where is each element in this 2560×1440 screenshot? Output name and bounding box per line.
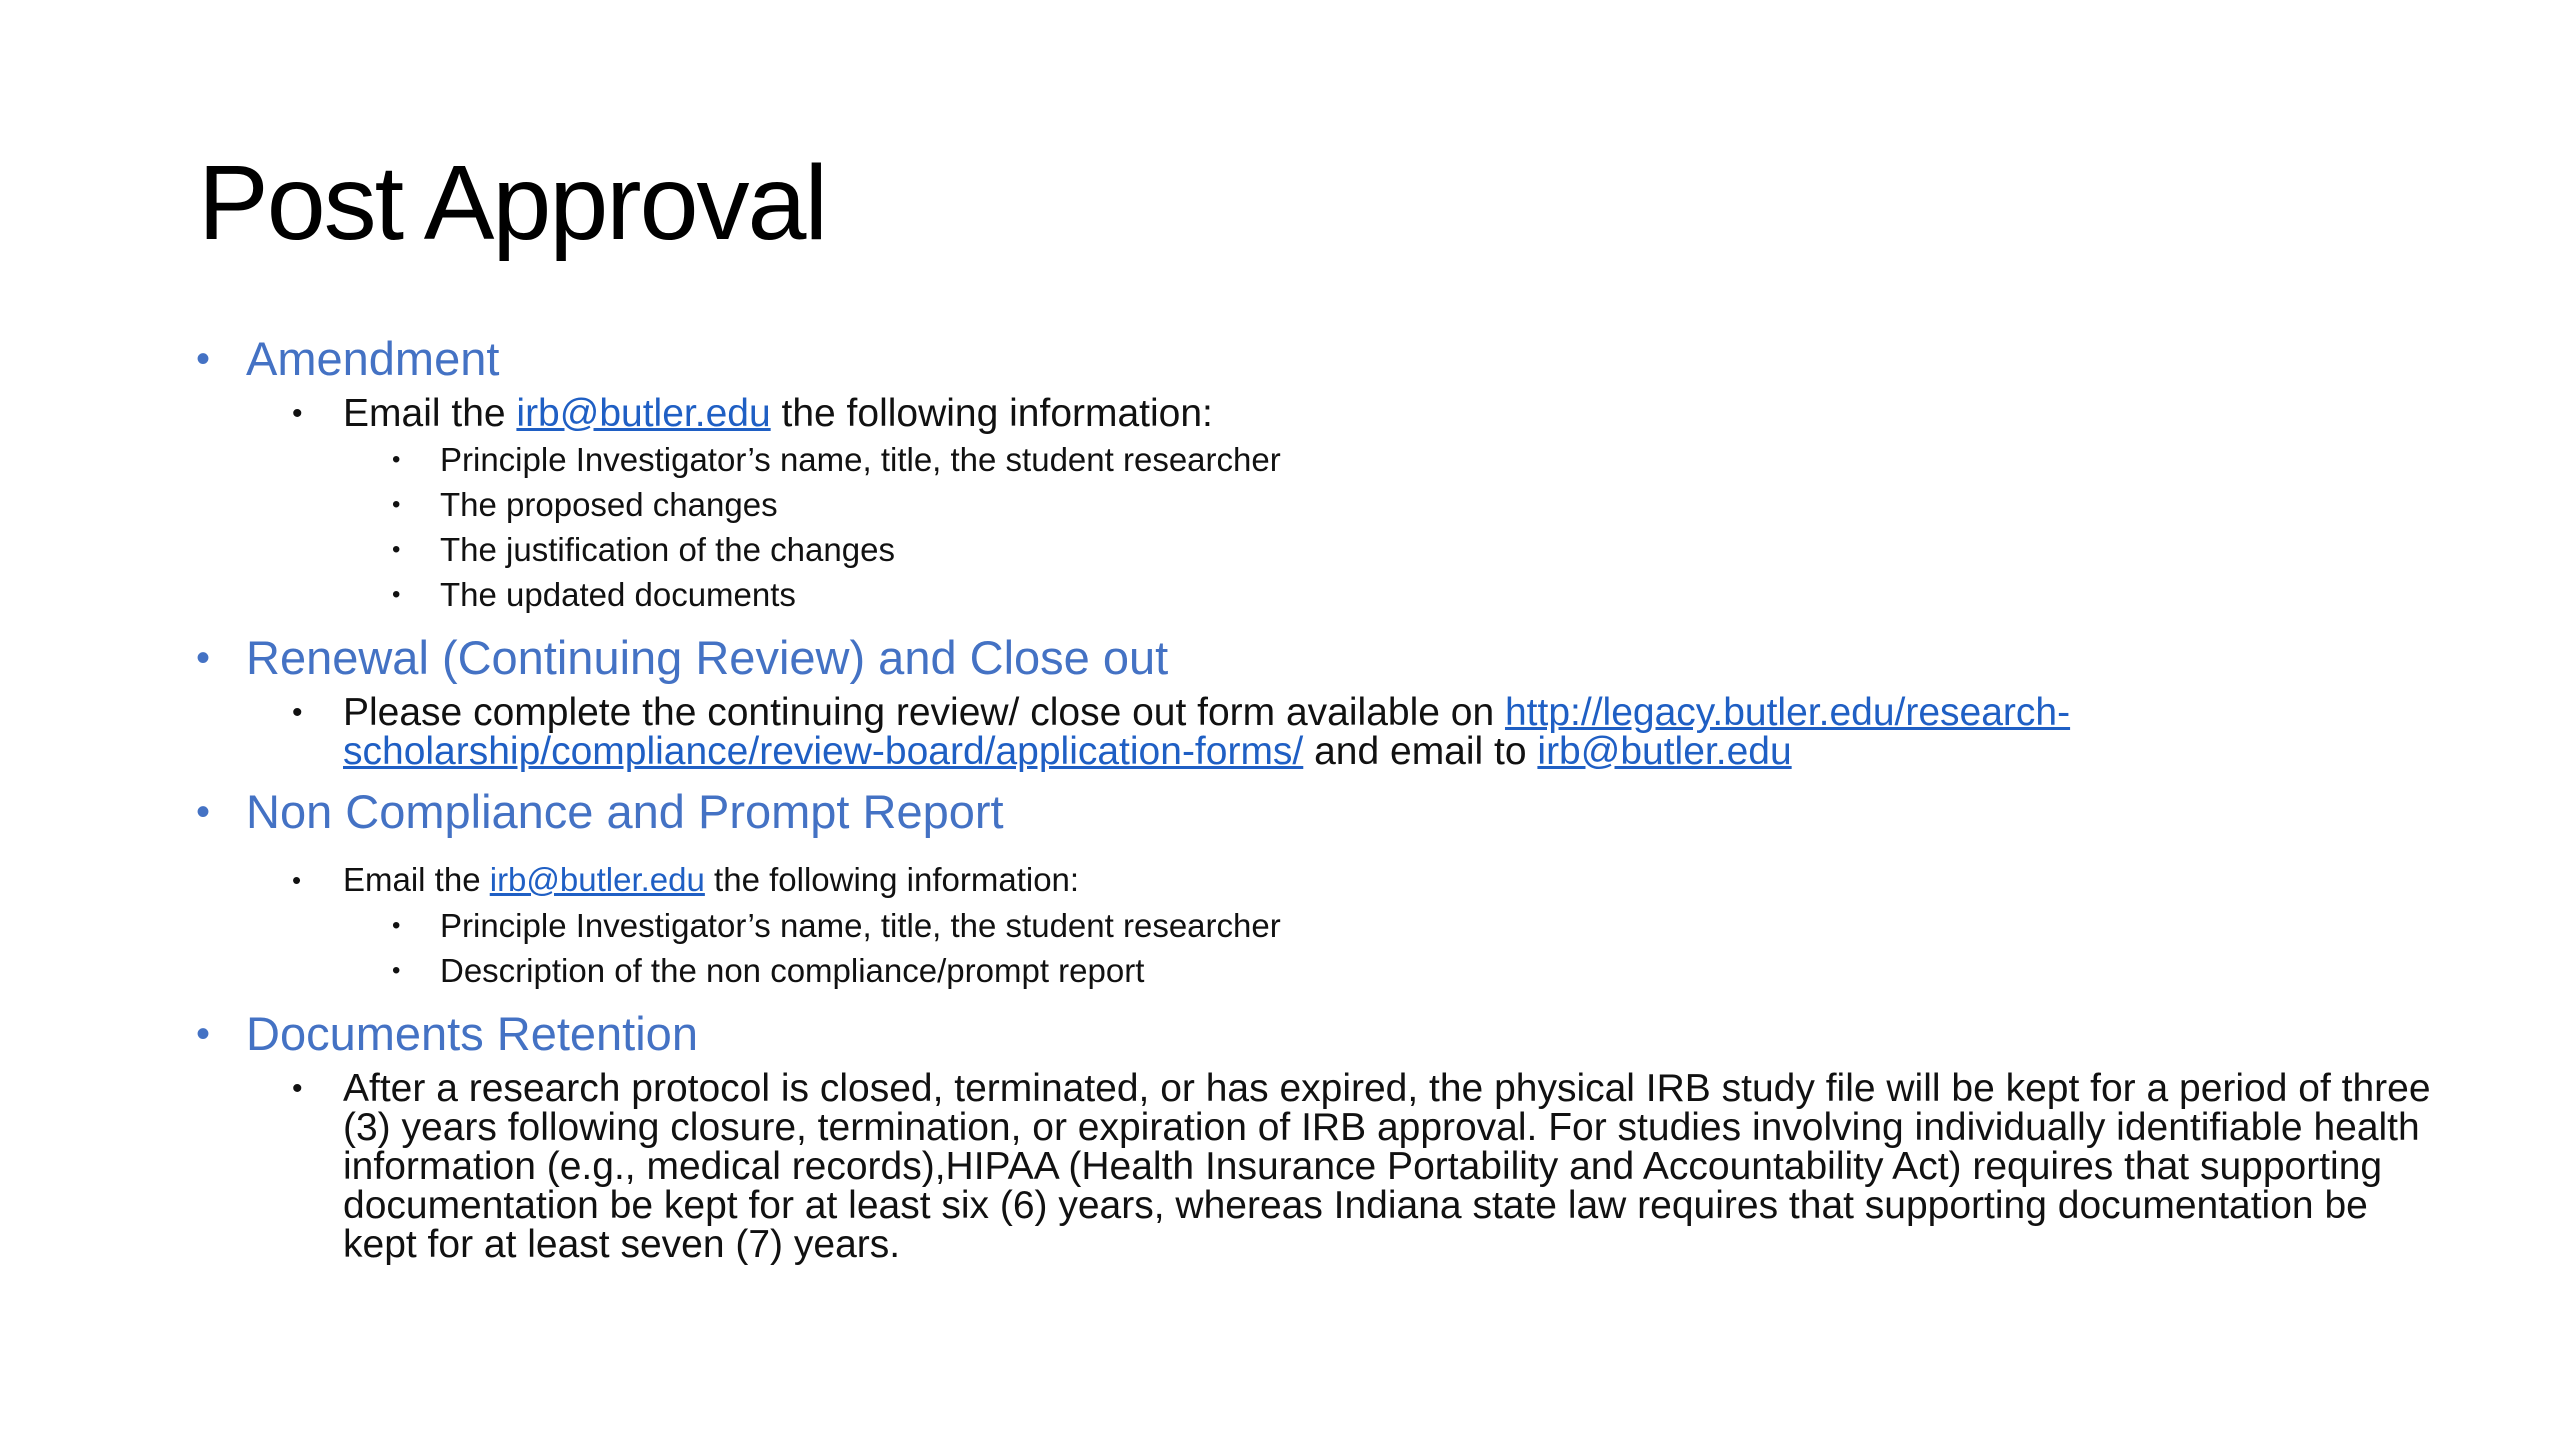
bullet-icon: • — [392, 536, 401, 563]
list-item — [196, 948, 2446, 993]
list-item — [196, 482, 2446, 527]
list-item — [196, 693, 2446, 771]
slide-title: Post Approval — [198, 144, 827, 262]
bullet-icon: • — [392, 957, 401, 984]
bullet-icon: • — [392, 912, 401, 939]
bullet-icon: • — [292, 1072, 303, 1105]
item-text: Please complete the continuing review/ close out form available on — [343, 691, 1505, 734]
email-link[interactable]: irb@butler.edu — [516, 392, 771, 435]
bullet-icon: • — [392, 581, 401, 608]
section-renewal — [196, 627, 2446, 771]
list-item — [196, 394, 2446, 433]
bullet-icon: • — [196, 337, 211, 381]
bullet-icon: • — [392, 446, 401, 473]
item-text: Principle Investigator’s name, title, the student researcher — [440, 907, 1281, 944]
item-text: the following information: — [770, 392, 1213, 435]
list-item — [196, 572, 2446, 617]
slide-content — [196, 328, 2446, 1264]
list-item — [196, 903, 2446, 948]
section-heading — [196, 627, 2446, 689]
item-text: Description of the non compliance/prompt report — [440, 952, 1145, 989]
section-heading — [196, 781, 2446, 843]
bullet-icon: • — [196, 636, 211, 680]
item-text: and email to — [1303, 730, 1538, 773]
bullet-icon: • — [196, 1012, 211, 1056]
heading-text: Non Compliance and Prompt Report — [246, 785, 1004, 838]
section-heading — [196, 328, 2446, 390]
section-retention — [196, 1003, 2446, 1264]
bullet-icon: • — [292, 696, 303, 729]
email-link[interactable]: irb@butler.edu — [489, 861, 705, 898]
list-item — [196, 857, 2446, 903]
item-text: After a research protocol is closed, terminated, or has expired, the physical IRB study file will be kept for a period of three (3) years following closure, termination, or expiration of IRB approval. For studies involving individually identifiable health information (e.g., medical records),HIPAA (Health Insurance Portability and Accountability Act) requires that supporting documentation be kept for at least six (6) years, whereas Indiana state law requires that supporting documentation be kept for at least seven (7) years. — [343, 1067, 2431, 1266]
list-item — [196, 437, 2446, 482]
section-amendment — [196, 328, 2446, 617]
bullet-icon: • — [196, 790, 211, 834]
list-item — [196, 1069, 2446, 1264]
heading-text: Amendment — [246, 332, 500, 385]
item-text: Email the — [343, 392, 517, 435]
form-url-link[interactable]: http://legacy.butler.edu/research-scholarship/compliance/review-board/application-forms/ — [343, 691, 2071, 773]
item-text: The justification of the changes — [440, 531, 895, 568]
email-link[interactable]: irb@butler.edu — [1537, 730, 1792, 773]
heading-text: Renewal (Continuing Review) and Close out — [246, 631, 1169, 684]
bullet-icon: • — [292, 397, 303, 430]
bullet-icon: • — [292, 865, 302, 895]
item-text: The proposed changes — [440, 486, 778, 523]
section-noncompliance — [196, 781, 2446, 993]
heading-text: Documents Retention — [246, 1007, 698, 1060]
list-item — [196, 527, 2446, 572]
item-text: Principle Investigator’s name, title, the student researcher — [440, 441, 1281, 478]
section-heading — [196, 1003, 2446, 1065]
item-text: The updated documents — [440, 576, 796, 613]
item-text: the following information: — [704, 861, 1080, 898]
bullet-icon: • — [392, 491, 401, 518]
item-text: Email the — [343, 861, 490, 898]
